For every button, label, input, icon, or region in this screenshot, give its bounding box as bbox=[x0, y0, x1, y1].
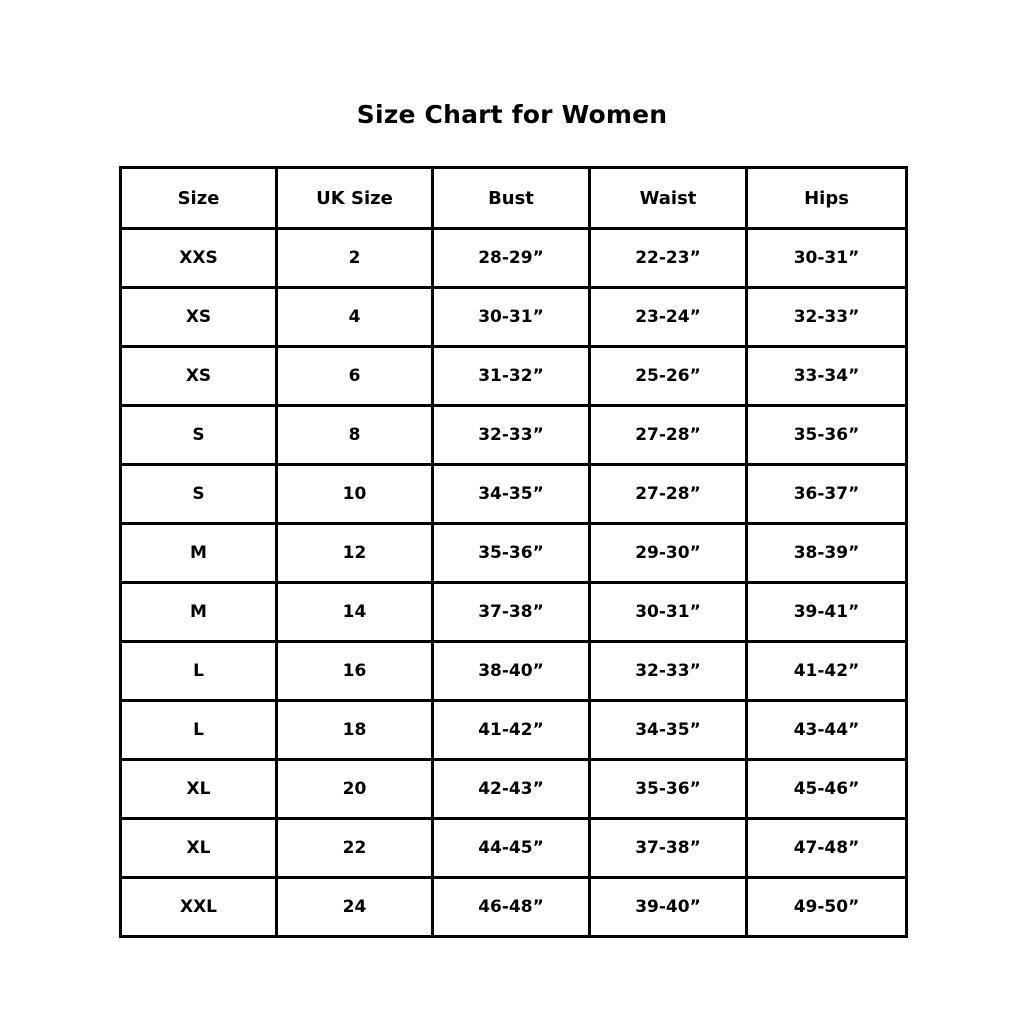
cell-waist: 37-38” bbox=[590, 819, 747, 878]
cell-size: XS bbox=[121, 288, 277, 347]
cell-size: XL bbox=[121, 819, 277, 878]
cell-waist: 39-40” bbox=[590, 878, 747, 937]
cell-uk-size: 4 bbox=[277, 288, 433, 347]
cell-hips: 45-46” bbox=[747, 760, 907, 819]
cell-size: XS bbox=[121, 347, 277, 406]
cell-bust: 32-33” bbox=[433, 406, 590, 465]
table-row bbox=[121, 642, 907, 701]
cell-uk-size: 22 bbox=[277, 819, 433, 878]
cell-bust: 46-48” bbox=[433, 878, 590, 937]
cell-hips: 49-50” bbox=[747, 878, 907, 937]
size-chart-table bbox=[119, 166, 908, 938]
cell-uk-size: 6 bbox=[277, 347, 433, 406]
cell-uk-size: 20 bbox=[277, 760, 433, 819]
cell-size: M bbox=[121, 583, 277, 642]
cell-bust: 44-45” bbox=[433, 819, 590, 878]
table-row bbox=[121, 288, 907, 347]
cell-size: XXS bbox=[121, 229, 277, 288]
column-header-size: Size bbox=[121, 168, 277, 229]
table-body bbox=[121, 229, 907, 937]
table-row bbox=[121, 465, 907, 524]
cell-bust: 34-35” bbox=[433, 465, 590, 524]
cell-hips: 38-39” bbox=[747, 524, 907, 583]
cell-uk-size: 2 bbox=[277, 229, 433, 288]
cell-hips: 41-42” bbox=[747, 642, 907, 701]
cell-hips: 39-41” bbox=[747, 583, 907, 642]
cell-uk-size: 10 bbox=[277, 465, 433, 524]
table-row bbox=[121, 347, 907, 406]
cell-waist: 22-23” bbox=[590, 229, 747, 288]
cell-bust: 35-36” bbox=[433, 524, 590, 583]
cell-waist: 25-26” bbox=[590, 347, 747, 406]
cell-bust: 42-43” bbox=[433, 760, 590, 819]
cell-waist: 27-28” bbox=[590, 465, 747, 524]
cell-size: L bbox=[121, 701, 277, 760]
table-row bbox=[121, 524, 907, 583]
table-row bbox=[121, 229, 907, 288]
column-header-bust: Bust bbox=[433, 168, 590, 229]
cell-bust: 37-38” bbox=[433, 583, 590, 642]
table-row bbox=[121, 760, 907, 819]
column-header-waist: Waist bbox=[590, 168, 747, 229]
cell-bust: 28-29” bbox=[433, 229, 590, 288]
cell-waist: 29-30” bbox=[590, 524, 747, 583]
cell-size: S bbox=[121, 406, 277, 465]
table-header bbox=[121, 168, 907, 229]
table-row bbox=[121, 583, 907, 642]
size-chart-table-wrap bbox=[119, 166, 905, 938]
cell-uk-size: 8 bbox=[277, 406, 433, 465]
cell-uk-size: 16 bbox=[277, 642, 433, 701]
cell-size: XXL bbox=[121, 878, 277, 937]
column-header-hips: Hips bbox=[747, 168, 907, 229]
cell-uk-size: 14 bbox=[277, 583, 433, 642]
cell-hips: 36-37” bbox=[747, 465, 907, 524]
table-row bbox=[121, 878, 907, 937]
cell-size: S bbox=[121, 465, 277, 524]
cell-hips: 30-31” bbox=[747, 229, 907, 288]
cell-waist: 30-31” bbox=[590, 583, 747, 642]
cell-bust: 41-42” bbox=[433, 701, 590, 760]
cell-uk-size: 12 bbox=[277, 524, 433, 583]
cell-hips: 33-34” bbox=[747, 347, 907, 406]
cell-waist: 32-33” bbox=[590, 642, 747, 701]
page-title: Size Chart for Women bbox=[356, 100, 668, 129]
cell-hips: 47-48” bbox=[747, 819, 907, 878]
cell-waist: 35-36” bbox=[590, 760, 747, 819]
cell-uk-size: 18 bbox=[277, 701, 433, 760]
cell-size: XL bbox=[121, 760, 277, 819]
cell-hips: 35-36” bbox=[747, 406, 907, 465]
table-row bbox=[121, 819, 907, 878]
cell-waist: 23-24” bbox=[590, 288, 747, 347]
cell-size: M bbox=[121, 524, 277, 583]
cell-waist: 34-35” bbox=[590, 701, 747, 760]
cell-uk-size: 24 bbox=[277, 878, 433, 937]
cell-hips: 32-33” bbox=[747, 288, 907, 347]
cell-hips: 43-44” bbox=[747, 701, 907, 760]
cell-waist: 27-28” bbox=[590, 406, 747, 465]
table-row bbox=[121, 406, 907, 465]
cell-bust: 31-32” bbox=[433, 347, 590, 406]
table-row bbox=[121, 701, 907, 760]
cell-bust: 30-31” bbox=[433, 288, 590, 347]
cell-bust: 38-40” bbox=[433, 642, 590, 701]
cell-size: L bbox=[121, 642, 277, 701]
table-header-row bbox=[121, 168, 907, 229]
column-header-uk-size: UK Size bbox=[277, 168, 433, 229]
